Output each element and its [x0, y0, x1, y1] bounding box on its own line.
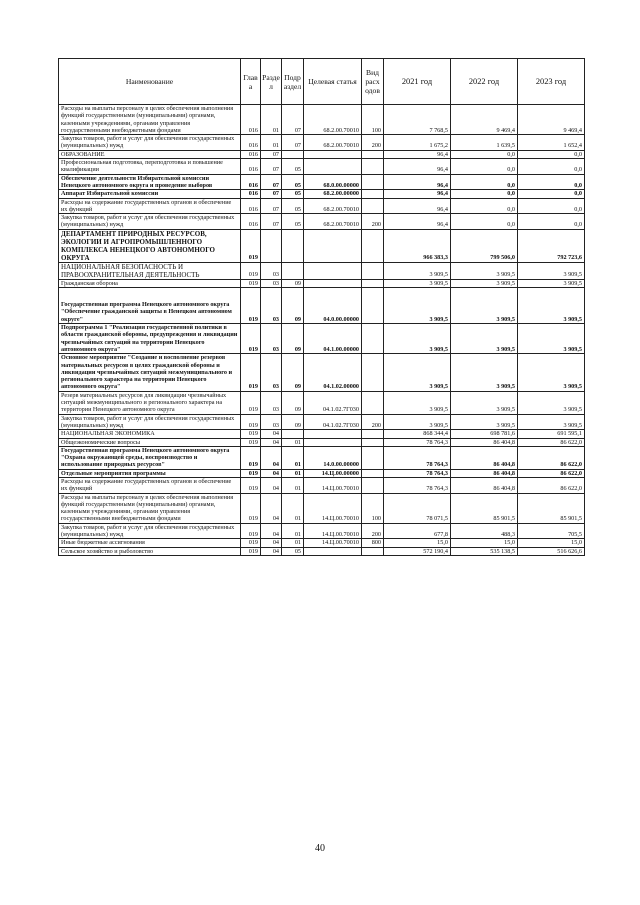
cell-podrazdel: 01	[282, 523, 304, 539]
cell-name: Расходы на выплаты персоналу в целях обеспечения выполнения функций государственными (муниципальными) органами, казенными учреждениями, органами управления государственными внебюджетными фондами	[59, 105, 241, 135]
cell-vid-rashodov: 800	[362, 539, 384, 547]
cell-razdel: 03	[261, 279, 282, 287]
cell-podrazdel: 05	[282, 159, 304, 175]
table-row	[59, 547, 585, 555]
table-row	[59, 414, 585, 430]
cell-celevaya-statya	[304, 279, 362, 287]
table-row	[59, 324, 585, 354]
cell-glava: 016	[241, 174, 261, 190]
table-row	[59, 523, 585, 539]
cell-2022: 85 901,5	[451, 493, 518, 523]
cell-2022: 799 506,0	[451, 229, 518, 262]
cell-2021: 868 344,4	[384, 430, 451, 438]
cell-glava: 016	[241, 159, 261, 175]
cell-2022: 86 404,8	[451, 446, 518, 469]
cell-name: Резерв материальных ресурсов для ликвидации чрезвычайных ситуаций межмуниципального и регионального характера на территории Ненецкого автономного округа	[59, 391, 241, 414]
header-2023: 2023 год	[518, 59, 585, 105]
cell-podrazdel: 09	[282, 279, 304, 287]
cell-celevaya-statya	[304, 262, 362, 279]
cell-vid-rashodov	[362, 430, 384, 438]
cell-razdel: 03	[261, 324, 282, 354]
cell-glava: 019	[241, 279, 261, 287]
cell-2023: 85 901,5	[518, 493, 585, 523]
cell-2021: 1 675,2	[384, 135, 451, 151]
cell-2021: 78 764,3	[384, 438, 451, 446]
header-vid-rashodov: Вид расх одов	[362, 59, 384, 105]
cell-2022: 0,0	[451, 214, 518, 230]
cell-name: ОБРАЗОВАНИЕ	[59, 150, 241, 158]
cell-name: Расходы на выплаты персоналу в целях обеспечения выполнения функций государственными (муниципальными) органами, казенными учреждениями, органами управления государственными внебюджетными фондами	[59, 493, 241, 523]
cell-2021: 96,4	[384, 174, 451, 190]
cell-vid-rashodov	[362, 547, 384, 555]
cell-podrazdel	[282, 262, 304, 279]
header-glava: Глав а	[241, 59, 261, 105]
cell-name: Основное мероприятие "Создание и восполнение резервов материальных ресурсов в целях гражданской обороны и ликвидации чрезвычайных ситуаций межмуниципального и регионального характера на территории Ненецкого автономного округа"	[59, 354, 241, 391]
cell-glava: 016	[241, 150, 261, 158]
cell-2021: 96,4	[384, 214, 451, 230]
cell-name: Расходы на содержание государственных органов и обеспечение их функций	[59, 198, 241, 214]
cell-glava: 019	[241, 391, 261, 414]
cell-celevaya-statya: 68.2.00.70010	[304, 198, 362, 214]
cell-podrazdel: 05	[282, 547, 304, 555]
table-row	[59, 190, 585, 198]
cell-glava: 019	[241, 438, 261, 446]
cell-vid-rashodov: 200	[362, 135, 384, 151]
table-row	[59, 446, 585, 469]
cell-podrazdel: 01	[282, 493, 304, 523]
cell-2023: 3 909,5	[518, 279, 585, 287]
cell-razdel: 04	[261, 430, 282, 438]
cell-glava: 016	[241, 190, 261, 198]
cell-glava: 019	[241, 229, 261, 262]
cell-celevaya-statya	[304, 430, 362, 438]
cell-podrazdel: 09	[282, 391, 304, 414]
table-row	[59, 438, 585, 446]
cell-2022: 1 639,5	[451, 135, 518, 151]
table-row	[59, 150, 585, 158]
cell-podrazdel	[282, 150, 304, 158]
cell-vid-rashodov	[362, 229, 384, 262]
cell-celevaya-statya: 68.2.00.70010	[304, 135, 362, 151]
cell-podrazdel: 01	[282, 446, 304, 469]
cell-glava: 019	[241, 446, 261, 469]
cell-2022: 3 909,5	[451, 354, 518, 391]
cell-celevaya-statya: 14.Ц.00.00000	[304, 469, 362, 477]
cell-vid-rashodov	[362, 354, 384, 391]
cell-2023: 86 622,0	[518, 438, 585, 446]
cell-razdel: 04	[261, 523, 282, 539]
cell-glava: 019	[241, 493, 261, 523]
cell-2021: 3 909,5	[384, 288, 451, 324]
cell-glava: 016	[241, 105, 261, 135]
cell-2022: 0,0	[451, 198, 518, 214]
cell-podrazdel: 05	[282, 198, 304, 214]
cell-name: Иные бюджетные ассигнования	[59, 539, 241, 547]
cell-2021: 78 764,3	[384, 469, 451, 477]
cell-podrazdel: 01	[282, 477, 304, 493]
cell-2021: 7 768,5	[384, 105, 451, 135]
cell-razdel: 04	[261, 477, 282, 493]
cell-glava: 019	[241, 430, 261, 438]
cell-name: Обеспечение деятельности Избирательной комиссии Ненецкого автономного округа и проведение выборов	[59, 174, 241, 190]
cell-podrazdel: 01	[282, 539, 304, 547]
cell-2021: 15,0	[384, 539, 451, 547]
cell-glava: 016	[241, 135, 261, 151]
cell-2022: 9 469,4	[451, 105, 518, 135]
cell-celevaya-statya: 68.0.00.00000	[304, 174, 362, 190]
cell-2022: 3 909,5	[451, 391, 518, 414]
table-row	[59, 214, 585, 230]
cell-razdel: 04	[261, 438, 282, 446]
cell-name: Подпрограмма 1 "Реализация государственной политики в области гражданской обороны, предупреждения и ликвидации чрезвычайных ситуаций на территории Ненецкого автономного округа"	[59, 324, 241, 354]
cell-celevaya-statya: 04.1.00.00000	[304, 324, 362, 354]
cell-celevaya-statya: 14.Ц.00.70010	[304, 477, 362, 493]
cell-vid-rashodov	[362, 159, 384, 175]
cell-razdel	[261, 229, 282, 262]
cell-2022: 3 909,5	[451, 262, 518, 279]
cell-podrazdel: 07	[282, 105, 304, 135]
cell-podrazdel: 09	[282, 288, 304, 324]
header-podrazdel: Подр аздел	[282, 59, 304, 105]
cell-2023: 3 909,5	[518, 414, 585, 430]
cell-name: Гражданская оборона	[59, 279, 241, 287]
cell-vid-rashodov	[362, 288, 384, 324]
cell-2023: 86 622,0	[518, 477, 585, 493]
cell-2021: 78 764,3	[384, 477, 451, 493]
cell-razdel: 01	[261, 135, 282, 151]
table-row	[59, 469, 585, 477]
cell-2022: 86 404,8	[451, 438, 518, 446]
table-row	[59, 262, 585, 279]
cell-name: Сельское хозяйство и рыболовство	[59, 547, 241, 555]
cell-celevaya-statya	[304, 547, 362, 555]
cell-razdel: 03	[261, 391, 282, 414]
cell-celevaya-statya: 04.0.00.00000	[304, 288, 362, 324]
cell-2021: 96,4	[384, 159, 451, 175]
cell-podrazdel: 09	[282, 354, 304, 391]
cell-razdel: 03	[261, 414, 282, 430]
cell-vid-rashodov	[362, 324, 384, 354]
cell-2021: 96,4	[384, 150, 451, 158]
cell-vid-rashodov: 100	[362, 105, 384, 135]
cell-2023: 0,0	[518, 198, 585, 214]
cell-celevaya-statya: 14.Ц.00.70010	[304, 493, 362, 523]
cell-name: Закупка товаров, работ и услуг для обеспечения государственных (муниципальных) нужд	[59, 135, 241, 151]
cell-podrazdel: 01	[282, 469, 304, 477]
cell-2022: 0,0	[451, 174, 518, 190]
cell-2023: 86 622,0	[518, 446, 585, 469]
cell-podrazdel: 09	[282, 324, 304, 354]
cell-razdel: 04	[261, 469, 282, 477]
cell-2022: 3 909,5	[451, 279, 518, 287]
cell-vid-rashodov	[362, 279, 384, 287]
table-row	[59, 391, 585, 414]
cell-2023: 0,0	[518, 150, 585, 158]
cell-razdel: 04	[261, 539, 282, 547]
cell-celevaya-statya	[304, 438, 362, 446]
cell-glava: 019	[241, 539, 261, 547]
header-2022: 2022 год	[451, 59, 518, 105]
cell-2022: 3 909,5	[451, 414, 518, 430]
cell-razdel: 07	[261, 150, 282, 158]
cell-razdel: 03	[261, 262, 282, 279]
cell-glava: 019	[241, 262, 261, 279]
cell-2023: 691 595,1	[518, 430, 585, 438]
cell-2023: 0,0	[518, 159, 585, 175]
cell-celevaya-statya: 68.2.00.70010	[304, 214, 362, 230]
cell-2021: 3 909,5	[384, 279, 451, 287]
cell-2023: 9 469,4	[518, 105, 585, 135]
cell-2023: 1 652,4	[518, 135, 585, 151]
cell-vid-rashodov	[362, 174, 384, 190]
cell-vid-rashodov	[362, 150, 384, 158]
cell-razdel: 01	[261, 105, 282, 135]
cell-2023: 516 626,6	[518, 547, 585, 555]
cell-podrazdel: 07	[282, 135, 304, 151]
cell-2023: 3 909,5	[518, 262, 585, 279]
cell-2021: 3 909,5	[384, 354, 451, 391]
cell-vid-rashodov	[362, 198, 384, 214]
cell-glava: 019	[241, 288, 261, 324]
cell-2023: 86 622,0	[518, 469, 585, 477]
table-row	[59, 430, 585, 438]
cell-celevaya-statya: 04.1.02.7Г030	[304, 414, 362, 430]
header-razdel: Разде л	[261, 59, 282, 105]
cell-razdel: 03	[261, 354, 282, 391]
cell-2022: 0,0	[451, 190, 518, 198]
cell-vid-rashodov	[362, 190, 384, 198]
cell-celevaya-statya: 04.1.02.7Г030	[304, 391, 362, 414]
cell-razdel: 07	[261, 174, 282, 190]
table-body	[59, 105, 585, 556]
cell-2022: 3 909,5	[451, 288, 518, 324]
cell-podrazdel: 01	[282, 438, 304, 446]
cell-glava: 019	[241, 324, 261, 354]
cell-2022: 15,0	[451, 539, 518, 547]
cell-glava: 019	[241, 469, 261, 477]
cell-2022: 86 404,8	[451, 477, 518, 493]
cell-2023: 15,0	[518, 539, 585, 547]
cell-celevaya-statya	[304, 159, 362, 175]
budget-table	[58, 58, 585, 556]
table-row	[59, 229, 585, 262]
cell-glava: 016	[241, 214, 261, 230]
cell-glava: 016	[241, 198, 261, 214]
cell-2021: 78 071,5	[384, 493, 451, 523]
cell-name: Отдельные мероприятия программы	[59, 469, 241, 477]
table-row	[59, 105, 585, 135]
cell-2021: 3 909,5	[384, 414, 451, 430]
cell-name: ДЕПАРТАМЕНТ ПРИРОДНЫХ РЕСУРСОВ, ЭКОЛОГИИ И АГРОПРОМЫШЛЕННОГО КОМПЛЕКСА НЕНЕЦКОГО АВТОНОМНОГО ОКРУГА	[59, 229, 241, 262]
cell-2022: 488,3	[451, 523, 518, 539]
cell-vid-rashodov	[362, 446, 384, 469]
cell-glava: 019	[241, 547, 261, 555]
table-row	[59, 539, 585, 547]
cell-razdel: 04	[261, 446, 282, 469]
cell-vid-rashodov	[362, 469, 384, 477]
cell-2023: 0,0	[518, 174, 585, 190]
cell-name: Закупка товаров, работ и услуг для обеспечения государственных (муниципальных) нужд	[59, 523, 241, 539]
cell-vid-rashodov: 200	[362, 214, 384, 230]
table-row	[59, 279, 585, 287]
cell-name: Закупка товаров, работ и услуг для обеспечения государственных (муниципальных) нужд	[59, 214, 241, 230]
cell-celevaya-statya: 14.Ц.00.70010	[304, 539, 362, 547]
header-2021: 2021 год	[384, 59, 451, 105]
cell-razdel: 07	[261, 214, 282, 230]
cell-glava: 019	[241, 414, 261, 430]
cell-glava: 019	[241, 354, 261, 391]
cell-razdel: 07	[261, 159, 282, 175]
table-row	[59, 174, 585, 190]
cell-2021: 572 190,4	[384, 547, 451, 555]
cell-2023: 3 909,5	[518, 288, 585, 324]
cell-podrazdel	[282, 430, 304, 438]
cell-2021: 3 909,5	[384, 324, 451, 354]
cell-razdel: 03	[261, 288, 282, 324]
table-row	[59, 477, 585, 493]
table-row	[59, 493, 585, 523]
table-row	[59, 354, 585, 391]
cell-vid-rashodov	[362, 438, 384, 446]
table-row	[59, 159, 585, 175]
cell-2023: 3 909,5	[518, 354, 585, 391]
cell-podrazdel: 05	[282, 190, 304, 198]
cell-name: Расходы на содержание государственных органов и обеспечение их функций	[59, 477, 241, 493]
cell-name: Закупка товаров, работ и услуг для обеспечения государственных (муниципальных) нужд	[59, 414, 241, 430]
cell-glava: 019	[241, 523, 261, 539]
cell-glava: 019	[241, 477, 261, 493]
cell-vid-rashodov: 100	[362, 493, 384, 523]
cell-razdel: 04	[261, 493, 282, 523]
cell-2021: 96,4	[384, 190, 451, 198]
cell-2023: 3 909,5	[518, 324, 585, 354]
table-row	[59, 135, 585, 151]
cell-podrazdel: 05	[282, 174, 304, 190]
cell-celevaya-statya: 14.0.00.00000	[304, 446, 362, 469]
cell-2023: 792 723,6	[518, 229, 585, 262]
cell-2023: 0,0	[518, 190, 585, 198]
cell-2021: 3 909,5	[384, 391, 451, 414]
cell-2022: 3 909,5	[451, 324, 518, 354]
cell-2022: 535 138,5	[451, 547, 518, 555]
cell-2023: 705,5	[518, 523, 585, 539]
table-row	[59, 288, 585, 324]
cell-celevaya-statya: 04.1.02.00000	[304, 354, 362, 391]
cell-name: Общеэкономические вопросы	[59, 438, 241, 446]
cell-razdel: 07	[261, 198, 282, 214]
cell-2022: 0,0	[451, 150, 518, 158]
cell-vid-rashodov	[362, 477, 384, 493]
cell-celevaya-statya	[304, 229, 362, 262]
cell-celevaya-statya: 68.2.00.00000	[304, 190, 362, 198]
table-row	[59, 198, 585, 214]
cell-name: Профессиональная подготовка, переподготовка и повышение квалификации	[59, 159, 241, 175]
cell-2022: 698 781,6	[451, 430, 518, 438]
cell-vid-rashodov: 200	[362, 414, 384, 430]
cell-celevaya-statya: 68.2.00.70010	[304, 105, 362, 135]
header-name: Наименование	[59, 59, 241, 105]
cell-name: НАЦИОНАЛЬНАЯ ЭКОНОМИКА	[59, 430, 241, 438]
cell-name: НАЦИОНАЛЬНАЯ БЕЗОПАСНОСТЬ И ПРАВООХРАНИТЕЛЬНАЯ ДЕЯТЕЛЬНОСТЬ	[59, 262, 241, 279]
cell-name: Государственная программа Ненецкого автономного округа "Обеспечение гражданской защиты в Ненецком автономном округе"	[59, 288, 241, 324]
cell-2023: 0,0	[518, 214, 585, 230]
cell-celevaya-statya	[304, 150, 362, 158]
cell-vid-rashodov: 200	[362, 523, 384, 539]
page-number: 40	[315, 843, 325, 854]
cell-2022: 0,0	[451, 159, 518, 175]
cell-name: Государственная программа Ненецкого автономного округа "Охрана окружающей среды, воспроизводство и использование природных ресурсов"	[59, 446, 241, 469]
cell-podrazdel: 05	[282, 214, 304, 230]
cell-razdel: 07	[261, 190, 282, 198]
cell-2021: 78 764,3	[384, 446, 451, 469]
cell-name: Аппарат Избирательной комиссии	[59, 190, 241, 198]
cell-podrazdel	[282, 229, 304, 262]
cell-2022: 86 404,8	[451, 469, 518, 477]
table-header-row	[59, 59, 585, 105]
cell-2021: 3 909,5	[384, 262, 451, 279]
cell-celevaya-statya: 14.Ц.00.70010	[304, 523, 362, 539]
cell-2023: 3 909,5	[518, 391, 585, 414]
cell-vid-rashodov	[362, 391, 384, 414]
cell-podrazdel: 09	[282, 414, 304, 430]
cell-2021: 966 383,3	[384, 229, 451, 262]
header-celevaya-statya: Целевая статья	[304, 59, 362, 105]
cell-vid-rashodov	[362, 262, 384, 279]
cell-razdel: 04	[261, 547, 282, 555]
cell-2021: 677,8	[384, 523, 451, 539]
cell-2021: 96,4	[384, 198, 451, 214]
